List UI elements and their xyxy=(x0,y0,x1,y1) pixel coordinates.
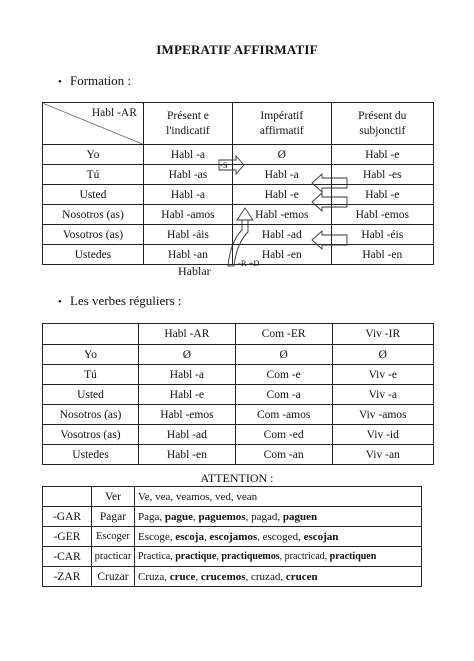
verb-cell: Cruzar xyxy=(92,567,135,587)
table-row xyxy=(43,527,422,547)
annotation-r-plus-d: -R +D xyxy=(238,258,260,268)
ending-cell: -GER xyxy=(43,527,92,547)
er-cell: Com -ed xyxy=(235,425,332,445)
pronoun-cell: Usted xyxy=(43,185,144,205)
table-row xyxy=(43,385,434,405)
forms-cell xyxy=(135,547,422,567)
regular-form: , xyxy=(216,551,222,562)
irregular-form: paguemos xyxy=(198,510,246,523)
irregular-form: practiquemos xyxy=(221,551,280,562)
er-cell: Com -a xyxy=(235,385,332,405)
attention-title: ATTENTION : xyxy=(200,471,274,485)
header-imperatif-l2: affirmatif xyxy=(259,124,304,137)
ar-cell: Habl -emos xyxy=(139,405,236,425)
regular-form: , cruzad, xyxy=(245,570,286,583)
verb-cell: Escoger xyxy=(92,527,135,547)
indicatif-cell: Habl -a xyxy=(143,145,232,165)
regular-form: Cruza, xyxy=(138,570,170,583)
ending-cell: -GAR xyxy=(43,507,92,527)
regular-header-row xyxy=(43,324,434,345)
corner-cell: Habl -AR xyxy=(43,103,144,145)
pronoun-cell: Tú xyxy=(43,165,144,185)
irregular-form: escojan xyxy=(303,530,339,543)
header-subjonctif-l2: subjonctif xyxy=(359,124,406,137)
annotation-minus-s: -S xyxy=(220,160,228,170)
regular-form: , escoged, xyxy=(257,530,304,543)
imperatif-cell: Habl -emos xyxy=(233,205,332,225)
table-row xyxy=(43,365,434,385)
formation-header-row xyxy=(43,103,434,145)
regular-form: , xyxy=(193,510,199,523)
pronoun-cell: Ustedes xyxy=(43,445,139,465)
subjonctif-cell: Habl -emos xyxy=(331,205,433,225)
header-imperatif xyxy=(233,103,332,145)
ir-cell: Viv -amos xyxy=(332,405,433,425)
forms-cell xyxy=(135,567,422,587)
ending-cell: -CAR xyxy=(43,547,92,567)
verb-cell: Ver xyxy=(92,487,135,507)
pronoun-cell: Vosotros (as) xyxy=(43,425,139,445)
table-row xyxy=(43,547,422,567)
subjonctif-cell: Habl -es xyxy=(331,165,433,185)
irregular-form: practiquen xyxy=(329,551,377,562)
irregular-form: escoja xyxy=(175,530,204,543)
header-subjonctif xyxy=(331,103,433,145)
header-imperatif-l1: Impératif xyxy=(260,109,304,122)
ar-cell: Habl -ad xyxy=(139,425,236,445)
regular-bullet xyxy=(58,293,182,309)
er-cell: Com -an xyxy=(235,445,332,465)
forms-cell xyxy=(135,527,422,547)
header-er: Com -ER xyxy=(235,324,332,345)
regular-form: Escoge, xyxy=(138,530,176,543)
annotation-hablar: Hablar xyxy=(178,264,211,278)
subjonctif-cell: Habl -e xyxy=(331,145,433,165)
forms-cell xyxy=(135,507,422,527)
imperatif-cell: Ø xyxy=(233,145,332,165)
table-row xyxy=(43,567,422,587)
formation-label: Formation : xyxy=(70,73,132,88)
pronoun-cell: Usted xyxy=(43,385,139,405)
regular-form: , practricad, xyxy=(279,551,330,562)
formation-bullet xyxy=(58,73,131,89)
pronoun-cell: Nosotros (as) xyxy=(43,205,144,225)
table-row xyxy=(43,405,434,425)
table-row xyxy=(43,507,422,527)
header-indicatif xyxy=(143,103,232,145)
imperatif-cell: Habl -ad xyxy=(233,225,332,245)
table-row xyxy=(43,345,434,365)
ar-cell: Habl -a xyxy=(139,365,236,385)
indicatif-cell: Habl -áis xyxy=(143,225,232,245)
imperatif-cell: Habl -e xyxy=(233,185,332,205)
subjonctif-cell: Habl -éis xyxy=(331,225,433,245)
ir-cell: Ø xyxy=(332,345,433,365)
arrow-left-icon xyxy=(310,173,348,193)
ir-cell: Viv -e xyxy=(332,365,433,385)
indicatif-cell: Habl -as xyxy=(143,165,232,185)
ending-cell xyxy=(43,487,92,507)
page-title: IMPERATIF AFFIRMATIF xyxy=(156,42,318,57)
ar-cell: Habl -e xyxy=(139,385,236,405)
ir-cell: Viv -an xyxy=(332,445,433,465)
subjonctif-cell: Habl -e xyxy=(331,185,433,205)
indicatif-cell: Habl -a xyxy=(143,185,232,205)
table-row xyxy=(43,425,434,445)
irregular-form: crucemos xyxy=(200,570,246,583)
irregular-form: escojamos xyxy=(209,530,258,543)
er-cell: Ø xyxy=(235,345,332,365)
pronoun-cell: Nosotros (as) xyxy=(43,405,139,425)
indicatif-cell: Habl -an xyxy=(143,245,232,265)
subjonctif-cell: Habl -en xyxy=(331,245,433,265)
table-row xyxy=(43,445,434,465)
irregular-form: practique xyxy=(175,551,217,562)
header-ar: Habl -AR xyxy=(139,324,236,345)
pronoun-cell: Tú xyxy=(43,365,139,385)
regular-label: Les verbes réguliers : xyxy=(70,293,182,308)
verb-cell: Pagar xyxy=(92,507,135,527)
bullet-dot: • xyxy=(58,76,62,88)
er-cell: Com -e xyxy=(235,365,332,385)
pronoun-cell: Yo xyxy=(43,345,139,365)
empty-corner-cell xyxy=(43,324,139,345)
pronoun-cell: Yo xyxy=(43,145,144,165)
ar-cell: Habl -en xyxy=(139,445,236,465)
regular-form: Paga, xyxy=(138,510,165,523)
regular-form: Practica, xyxy=(138,551,176,562)
regular-form: , xyxy=(195,570,201,583)
regular-verbs-table xyxy=(42,323,434,465)
er-cell: Com -amos xyxy=(235,405,332,425)
ending-cell: -ZAR xyxy=(43,567,92,587)
ir-cell: Viv -a xyxy=(332,385,433,405)
irregular-form: crucen xyxy=(285,570,318,583)
pronoun-cell: Vosotros (as) xyxy=(43,225,144,245)
indicatif-cell: Habl -amos xyxy=(143,205,232,225)
arrow-left-icon xyxy=(310,230,348,250)
header-indicatif-l1: Présent e xyxy=(167,109,209,122)
table-row xyxy=(43,487,422,507)
header-indicatif-l2: l'indicatif xyxy=(166,124,210,137)
irregular-form: paguen xyxy=(282,510,318,523)
imperatif-cell: Habl -a xyxy=(233,165,332,185)
ar-cell: Ø xyxy=(139,345,236,365)
regular-form: , xyxy=(203,530,210,543)
ir-cell: Viv -id xyxy=(332,425,433,445)
header-subjonctif-l1: Présent du xyxy=(358,109,407,122)
forms-cell xyxy=(135,487,422,507)
regular-form: Ve, vea, veamos, ved, vean xyxy=(138,490,258,503)
arrow-left-icon xyxy=(310,192,348,212)
pronoun-cell: Ustedes xyxy=(43,245,144,265)
bullet-dot: • xyxy=(58,296,62,308)
irregular-form: pague xyxy=(164,510,194,523)
regular-form: , pagad, xyxy=(245,510,283,523)
header-ir: Viv -IR xyxy=(332,324,433,345)
irregular-form: cruce xyxy=(169,570,196,583)
verb-cell: practicar xyxy=(92,547,135,567)
attention-table xyxy=(42,486,422,587)
imperatif-cell: Habl -en xyxy=(233,245,332,265)
